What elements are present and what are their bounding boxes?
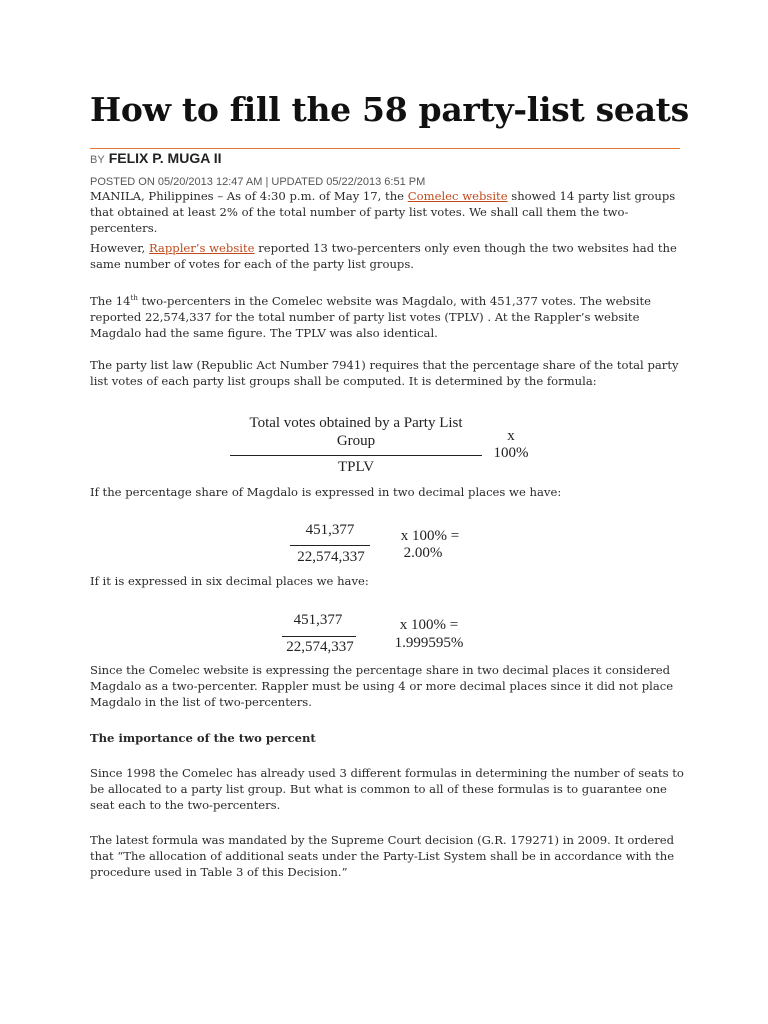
- paragraph-6: If it is expressed in six decimal places we have:: [90, 574, 369, 588]
- paragraph-1-text-b: showed 14 party list groups that obtained at least 2% of the total number of party list votes. We shall call them the two-percenters.: [90, 189, 676, 235]
- formula-3-numerator: 451,377: [293, 612, 343, 628]
- formula-2-times: x 100% =: [400, 528, 460, 544]
- formula-1-numerator-line-1: Total votes obtained by a Party List: [249, 415, 463, 431]
- formula-2-fraction-bar: [290, 545, 370, 546]
- paragraph-3: [90, 290, 690, 341]
- paragraph-2-text-b: reported 13 two-percenters only even though the two websites had the same number of votes for each of the party list groups.: [90, 241, 677, 271]
- formula-1-times: x: [507, 428, 515, 444]
- paragraph-7: Since the Comelec website is expressing the percentage share in two decimal places it considered Magdalo as a two-percenter. Rappler must be using 4 or more decimal places since it did not place Magdalo in the list of two-percenters.: [90, 663, 674, 709]
- byline-prefix: BY: [90, 154, 105, 166]
- paragraph-5: If the percentage share of Magdalo is expressed in two decimal places we have:: [90, 485, 562, 499]
- formula-3-fraction-bar: [282, 636, 356, 637]
- comelec-website-link[interactable]: Comelec website: [407, 189, 508, 203]
- formula-1-denominator: TPLV: [337, 459, 375, 475]
- paragraph-3-text-a: The 14: [90, 293, 131, 308]
- article-title: How to fill the 58 party-list seats: [90, 90, 689, 129]
- formula-3-result: 1.999595%: [394, 635, 464, 651]
- title-divider: [90, 148, 680, 149]
- formula-2-result: 2.00%: [403, 545, 443, 561]
- paragraph-3-text-b: two-percenters in the Comelec website was Magdalo, with 451,377 votes. The website reported 22,574,337 for the total number of party list votes (TPLV) . At the Rappler’s website Magdalo had the same figure. The TPLV was also identical.: [90, 293, 652, 340]
- ordinal-suffix: th: [130, 294, 138, 302]
- paragraph-4: The party list law (Republic Act Number 7941) requires that the percentage share of the total party list votes of each party list groups shall be computed. It is determined by the formula:: [90, 358, 679, 388]
- paragraph-2: [90, 240, 690, 272]
- rappler-website-link[interactable]: Rappler’s website: [148, 241, 255, 255]
- paragraph-1: [90, 188, 690, 236]
- paragraph-9: The latest formula was mandated by the Supreme Court decision (G.R. 179271) in 2009. It ordered that “The allocation of additional seats under the Party-List System shall be in accordance with the procedure used in Table 3 of this Decision.”: [90, 833, 675, 879]
- formula-1-percent: 100%: [493, 445, 529, 461]
- paragraph-8: Since 1998 the Comelec has already used 3 different formulas in determining the number of seats to be allocated to a party list group. But what is common to all of these formulas is to guarantee one seat each to the two-percenters.: [90, 766, 684, 812]
- paragraph-1-text-a: MANILA, Philippines – As of 4:30 p.m. of May 17, the: [90, 189, 408, 203]
- formula-2-denominator: 22,574,337: [297, 549, 365, 565]
- formula-3-times: x 100% =: [399, 617, 459, 633]
- post-meta: POSTED ON 05/20/2013 12:47 AM | UPDATED 05/22/2013 6:51 PM: [90, 176, 426, 188]
- author-name[interactable]: FELIX P. MUGA II: [108, 150, 222, 166]
- formula-3-denominator: 22,574,337: [286, 639, 354, 655]
- formula-1-numerator: [230, 414, 482, 450]
- paragraph-2-text-a: However,: [90, 241, 149, 255]
- formula-2-numerator: 451,377: [305, 522, 355, 538]
- section-heading: The importance of the two percent: [90, 731, 316, 745]
- formula-1-fraction-bar: [230, 455, 482, 456]
- formula-1-numerator-line-2: Group: [336, 433, 376, 449]
- byline: [90, 150, 221, 168]
